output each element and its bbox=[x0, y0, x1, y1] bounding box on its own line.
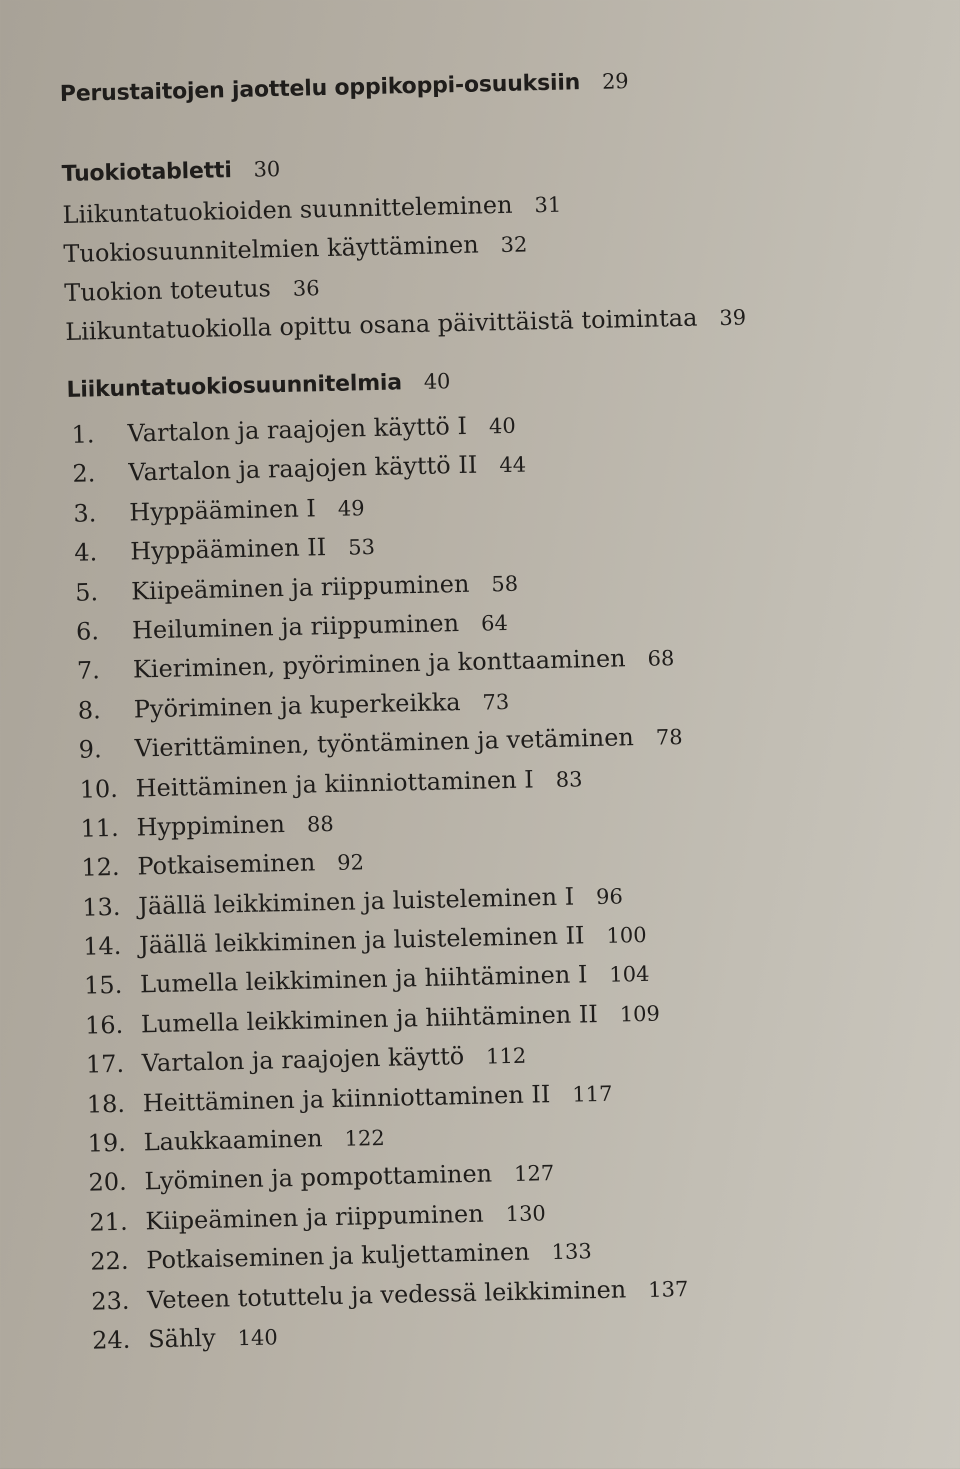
entry-number: 24. bbox=[91, 1325, 131, 1355]
section-heading bbox=[66, 369, 450, 403]
entry-label: Liikuntatuokioiden suunnitteleminen bbox=[62, 190, 513, 229]
entry-label: Tuokiosuunnitelmien käyttäminen bbox=[63, 230, 479, 268]
toc-list bbox=[62, 181, 746, 352]
entry-label: Lumella leikkiminen ja hiihtäminen I bbox=[139, 960, 588, 999]
page-number: 68 bbox=[647, 646, 675, 672]
entry-number: 1. bbox=[71, 420, 95, 449]
entry-label: Pyöriminen ja kuperkeikka bbox=[133, 687, 461, 724]
entry-label: Jäällä leikkiminen ja luisteleminen I bbox=[137, 882, 575, 921]
entry-number: 13. bbox=[82, 892, 121, 922]
entry-number: 15. bbox=[83, 971, 123, 1001]
entry-label: Laukkaaminen bbox=[143, 1124, 323, 1157]
entry-number: 14. bbox=[82, 931, 122, 961]
page-number: 39 bbox=[719, 305, 747, 331]
page-number: 44 bbox=[499, 452, 527, 478]
toc-numbered-list bbox=[71, 402, 696, 1361]
page-number: 130 bbox=[505, 1201, 547, 1226]
page-number: 122 bbox=[344, 1125, 385, 1151]
entry-number: 6. bbox=[75, 617, 100, 646]
entry-label: Kiipeäminen ja riippuminen bbox=[145, 1199, 484, 1236]
page-number: 92 bbox=[336, 850, 365, 876]
page-number: 40 bbox=[423, 369, 451, 394]
entry-label: Hyppääminen I bbox=[129, 494, 317, 527]
section-heading bbox=[60, 69, 629, 107]
page-number: 133 bbox=[551, 1239, 592, 1265]
entry-number: 21. bbox=[89, 1207, 128, 1237]
page-number: 40 bbox=[488, 413, 516, 439]
entry-label: Heittäminen ja kiinniottaminen II bbox=[142, 1079, 551, 1118]
section-title: Tuokiotabletti bbox=[61, 158, 232, 187]
entry-number: 23. bbox=[90, 1286, 130, 1316]
entry-number: 20. bbox=[88, 1168, 128, 1198]
page-number: 104 bbox=[609, 962, 650, 988]
page-number: 117 bbox=[572, 1081, 613, 1107]
entry-number: 18. bbox=[86, 1089, 126, 1119]
page-number: 36 bbox=[292, 276, 320, 301]
entry-label: Vartalon ja raajojen käyttö I bbox=[127, 411, 468, 448]
page-number: 73 bbox=[482, 689, 510, 715]
entry-label: Heittäminen ja kiinniottaminen I bbox=[135, 764, 534, 802]
entry-label: Vartalon ja raajojen käyttö II bbox=[128, 451, 478, 487]
entry-label: Vartalon ja raajojen käyttö bbox=[141, 1042, 465, 1078]
entry-label: Hyppääminen II bbox=[129, 533, 327, 566]
entry-label: Lumella leikkiminen ja hiihtäminen II bbox=[140, 999, 599, 1039]
page-number: 140 bbox=[237, 1325, 278, 1351]
page-number: 31 bbox=[534, 192, 562, 218]
page-number: 112 bbox=[485, 1043, 527, 1069]
page-number: 127 bbox=[513, 1161, 555, 1187]
entry-label: Hyppiminen bbox=[136, 809, 286, 842]
page-number: 83 bbox=[555, 766, 583, 792]
entry-number: 9. bbox=[78, 735, 102, 764]
page-number: 137 bbox=[647, 1276, 689, 1302]
page-number: 96 bbox=[595, 884, 624, 909]
entry-label: Tuokion toteutus bbox=[64, 274, 272, 307]
entry-label: Jäällä leikkiminen ja luisteleminen II bbox=[138, 921, 585, 960]
section-heading bbox=[61, 157, 280, 187]
page-number: 100 bbox=[606, 922, 647, 948]
entry-number: 3. bbox=[73, 499, 97, 528]
entry-label: Kiipeäminen ja riippuminen bbox=[130, 569, 470, 606]
entry-label: Lyöminen ja pompottaminen bbox=[144, 1159, 493, 1196]
section-title: Liikuntatuokiosuunnitelmia bbox=[66, 370, 403, 403]
entry-label: Veteen totuttelu ja vedessä leikkiminen bbox=[146, 1275, 627, 1314]
entry-label: Potkaiseminen bbox=[137, 848, 316, 881]
entry-number: 2. bbox=[72, 459, 96, 489]
entry-label: Potkaiseminen ja kuljettaminen bbox=[146, 1237, 530, 1275]
entry-number: 12. bbox=[81, 853, 120, 883]
page-number: 78 bbox=[655, 725, 683, 750]
entry-number: 22. bbox=[90, 1246, 129, 1276]
entry-number: 16. bbox=[84, 1010, 124, 1040]
entry-number: 11. bbox=[80, 813, 120, 843]
page-number: 30 bbox=[253, 157, 281, 182]
page-number: 32 bbox=[500, 232, 528, 258]
page-number: 58 bbox=[491, 571, 519, 596]
page-number: 29 bbox=[601, 69, 629, 94]
entry-label: Heiluminen ja riippuminen bbox=[131, 609, 460, 645]
entry-label: Liikuntatuokiolla opittu osana päivittäistä toimintaa bbox=[64, 303, 698, 346]
entry-label: Sähly bbox=[147, 1323, 216, 1354]
entry-number: 10. bbox=[79, 774, 119, 804]
page-number: 64 bbox=[480, 610, 509, 636]
entry-label: Vierittäminen, työntäminen ja vetäminen bbox=[134, 723, 635, 763]
entry-number: 4. bbox=[73, 538, 98, 567]
entry-number: 19. bbox=[87, 1128, 127, 1158]
page-number: 49 bbox=[337, 495, 365, 521]
page-number: 88 bbox=[306, 811, 334, 837]
entry-number: 8. bbox=[77, 695, 102, 725]
section-title: Perustaitojen jaottelu oppikoppi-osuuksiin bbox=[59, 70, 581, 107]
entry-label: Kieriminen, pyöriminen ja konttaaminen bbox=[132, 644, 626, 684]
entry-number: 17. bbox=[85, 1050, 125, 1079]
entry-number: 5. bbox=[74, 577, 99, 607]
page-number: 53 bbox=[347, 535, 376, 560]
entry-number: 7. bbox=[76, 656, 101, 686]
page-number: 109 bbox=[619, 1001, 661, 1027]
